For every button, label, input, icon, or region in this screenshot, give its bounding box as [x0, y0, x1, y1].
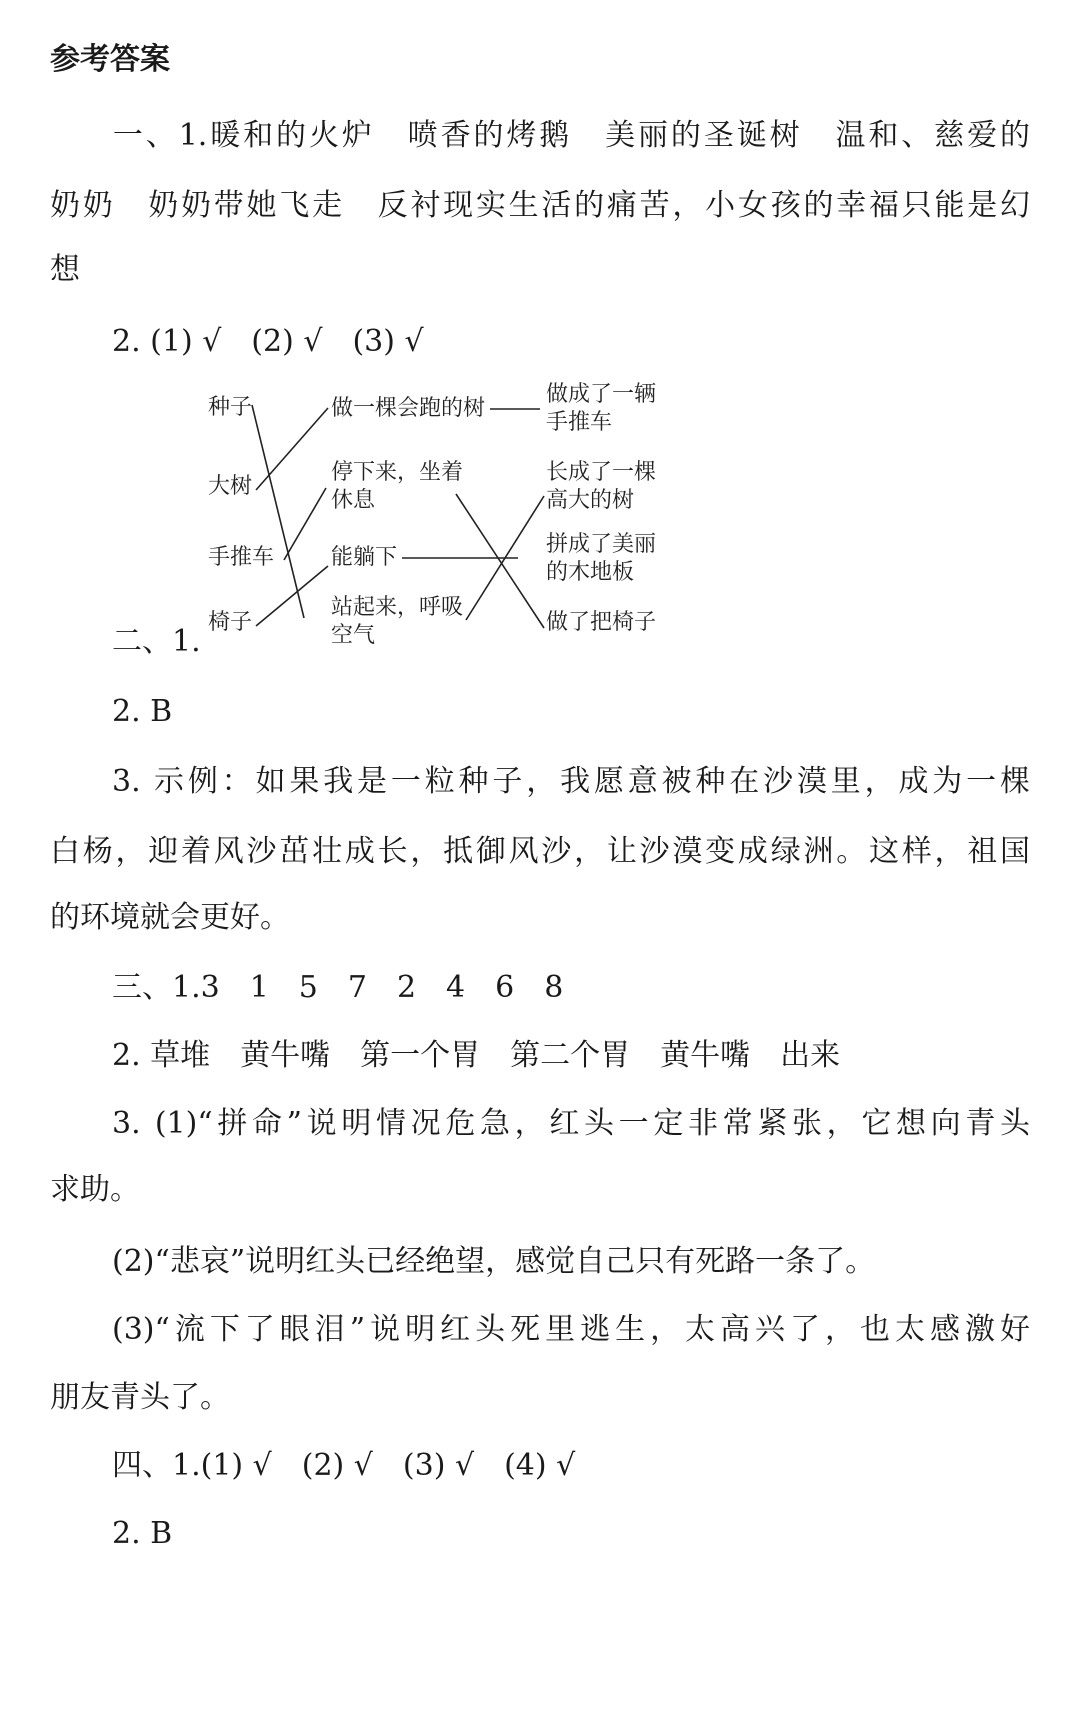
s2-q2: 2. B: [112, 694, 173, 729]
s1-q2: 2. (1) √ (2) √ (3) √: [112, 324, 424, 359]
middle-item-stand-1: 站起来，呼吸: [331, 595, 464, 620]
s2-q3-text-line1: 3. 示例：如果我是一粒种子，我愿意被种在沙漠里，成为一棵: [112, 764, 1030, 799]
page-title: 参考答案: [50, 42, 170, 77]
line-chair-liedown: [256, 566, 328, 626]
s3-q3-line2: 求助。: [50, 1172, 140, 1207]
middle-item-rest-2: 休息: [331, 488, 376, 513]
line-seed-standup: [252, 405, 304, 618]
s4-q1: 四、1.(1) √ (2) √ (3) √ (4) √: [112, 1448, 576, 1483]
s3-q3-text-line1: 3. (1)“拼命”说明情况危急，红头一定非常紧张，它想向青头: [112, 1106, 1030, 1141]
s1-q1-line1: [50, 116, 1030, 156]
s3-q3-p3-line1: [50, 1310, 1030, 1350]
s1-q1-line3: 想: [50, 252, 80, 287]
right-item-floor-2: 的木地板: [546, 560, 635, 585]
line-cart-rest: [284, 488, 326, 560]
line-tree-runningtree: [256, 408, 328, 490]
middle-item-lie: 能躺下: [331, 545, 398, 570]
s3-q3-p3-text-line1: (3)“流下了眼泪”说明红头死里逃生，太高兴了，也太感激好: [112, 1312, 1030, 1347]
matching-diagram: [200, 382, 720, 710]
s3-q3-line1: [50, 1104, 1030, 1144]
s2-q1-label: 二、1.: [112, 624, 201, 659]
left-item-chair: 椅子: [208, 610, 253, 635]
line-rest-chair: [456, 494, 544, 628]
right-item-tree-2: 高大的树: [546, 488, 635, 513]
left-item-tree: 大树: [208, 474, 253, 499]
s4-q2: 2. B: [112, 1516, 173, 1551]
right-item-tree-1: 长成了一棵: [546, 460, 657, 485]
s3-q3-p3-line2: 朋友青头了。: [50, 1380, 230, 1415]
s1-q1-text-line1: 一、1.暖和的火炉 喷香的烤鹅 美丽的圣诞树 温和、慈爱的: [110, 118, 1030, 153]
s3-q1: 三、1.3 1 5 7 2 4 6 8: [112, 970, 564, 1005]
s2-q3-line3: 的环境就会更好。: [50, 900, 290, 935]
s1-q1-line2: 奶奶 奶奶带她飞走 反衬现实生活的痛苦，小女孩的幸福只能是幻: [50, 188, 1030, 223]
s3-q3-p2: (2)“悲哀”说明红头已经绝望，感觉自己只有死路一条了。: [112, 1244, 876, 1279]
s2-q3-line1: [50, 762, 1030, 802]
middle-item-rest-1: 停下来，坐着: [331, 460, 464, 485]
right-item-chair: 做了把椅子: [546, 610, 657, 635]
right-item-cart-2: 手推车: [546, 410, 613, 435]
right-item-cart-1: 做成了一辆: [546, 382, 657, 407]
s3-q2: 2. 草堆 黄牛嘴 第一个胃 第二个胃 黄牛嘴 出来: [112, 1038, 841, 1073]
s2-q3-line2: 白杨，迎着风沙茁壮成长，抵御风沙，让沙漠变成绿洲。这样，祖国: [50, 834, 1030, 869]
left-item-cart: 手推车: [208, 545, 275, 570]
left-item-seed: 种子: [208, 395, 253, 420]
middle-item-run: 做一棵会跑的树: [331, 396, 486, 421]
right-item-floor-1: 拼成了美丽: [546, 532, 657, 557]
middle-item-stand-2: 空气: [331, 623, 376, 648]
